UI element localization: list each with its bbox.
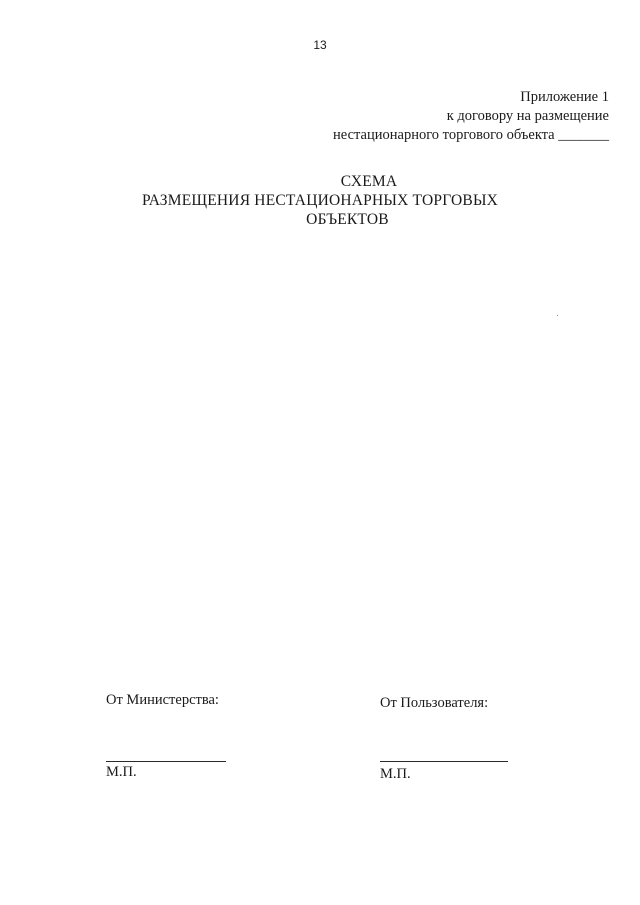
title-line-2: РАЗМЕЩЕНИЯ НЕСТАЦИОНАРНЫХ ТОРГОВЫХ bbox=[141, 192, 499, 209]
title-line-1: СХЕМА bbox=[340, 173, 398, 190]
ministry-label: От Министерства: bbox=[106, 692, 219, 708]
user-label: От Пользователя: bbox=[380, 695, 489, 711]
title-line-3: ОБЪЕКТОВ bbox=[306, 211, 389, 228]
user-stamp-label: М.П. bbox=[380, 766, 411, 782]
appendix-header bbox=[333, 88, 609, 145]
appendix-line-2: к договору на размещение bbox=[446, 108, 609, 124]
document-title bbox=[0, 172, 640, 229]
user-signature-line bbox=[380, 761, 508, 762]
scan-speck bbox=[557, 315, 558, 316]
page-number: 13 bbox=[313, 38, 327, 52]
ministry-signature-line bbox=[106, 761, 226, 762]
appendix-line-1: Приложение 1 bbox=[520, 89, 609, 105]
appendix-line-3: нестационарного торгового объекта _______ bbox=[333, 127, 609, 143]
ministry-stamp-label: М.П. bbox=[106, 764, 137, 780]
